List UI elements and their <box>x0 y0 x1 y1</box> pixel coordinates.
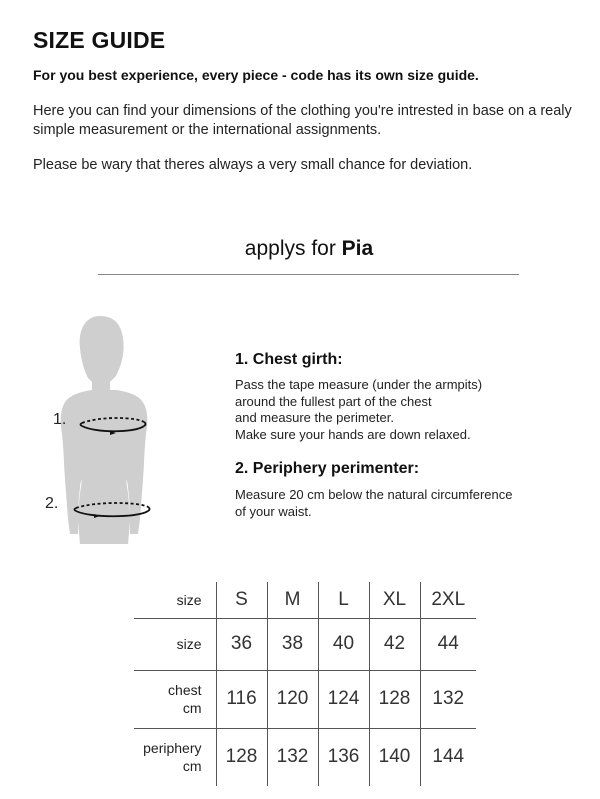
row-label <box>134 618 216 670</box>
table-cell: 116 <box>216 670 267 728</box>
size-header-cell: XL <box>369 582 420 618</box>
instruction-line: and measure the perimeter. <box>235 410 394 425</box>
table-cell: 132 <box>267 728 318 786</box>
table-cell: 36 <box>216 618 267 670</box>
table-cell: 128 <box>216 728 267 786</box>
chest-girth-instructions <box>235 377 565 443</box>
row-label-line: cm <box>182 758 202 775</box>
table-row <box>134 618 476 670</box>
instruction-line: Measure 20 cm below the natural circumference <box>235 487 513 502</box>
periphery-instructions <box>235 487 565 520</box>
size-header-cell: 2XL <box>420 582 476 618</box>
page-title: SIZE GUIDE <box>33 27 166 53</box>
table-row <box>134 670 476 728</box>
table-cell: 42 <box>369 618 420 670</box>
row-label <box>134 670 216 728</box>
intro-bold-text: For you best experience, every piece - code has its own size guide. <box>33 67 479 83</box>
table-header-row <box>134 582 476 618</box>
row-label-line: periphery <box>143 740 202 757</box>
table-cell: 136 <box>318 728 369 786</box>
product-name: Pia <box>341 237 374 260</box>
intro-paragraph-2: Please be wary that theres always a very small chance for deviation. <box>33 157 473 173</box>
row-label-line: chest <box>168 682 202 698</box>
instruction-line: around the fullest part of the chest <box>235 393 432 409</box>
applies-prefix: applys for <box>244 237 342 260</box>
row-label <box>134 728 216 786</box>
table-cell: 38 <box>267 618 318 670</box>
marker-hip-number: 2. <box>45 495 59 512</box>
table-cell: 132 <box>420 670 476 728</box>
periphery-title: 2. Periphery perimenter: <box>235 460 420 477</box>
instruction-line: Make sure your hands are down relaxed. <box>235 426 471 442</box>
table-cell: 128 <box>369 670 420 728</box>
body-silhouette-figure <box>40 312 170 552</box>
table-cell: 120 <box>267 670 318 728</box>
table-cell: 140 <box>369 728 420 786</box>
size-table <box>134 582 476 786</box>
instruction-line: Pass the tape measure (under the armpits) <box>235 377 483 392</box>
table-cell: 144 <box>420 728 476 786</box>
heading-divider <box>98 274 519 275</box>
chest-girth-title: 1. Chest girth: <box>235 351 343 368</box>
table-cell: 40 <box>318 618 369 670</box>
size-header-cell: S <box>216 582 267 618</box>
table-cell: 44 <box>420 618 476 670</box>
size-header-cell: L <box>318 582 369 618</box>
table-header-label: size <box>176 591 202 608</box>
table-row <box>134 728 476 786</box>
row-label-line: size <box>176 636 202 652</box>
size-header-cell: M <box>267 582 318 618</box>
body-silhouette-icon <box>40 312 170 552</box>
marker-chest-number: 1. <box>53 411 67 428</box>
applies-heading <box>0 237 600 261</box>
intro-paragraph-1: Here you can find your dimensions of the clothing you're intrested in base on a realy simple measurement or the international assignments. <box>33 103 572 138</box>
row-label-line: cm <box>182 700 202 716</box>
table-cell: 124 <box>318 670 369 728</box>
instruction-line: of your waist. <box>235 503 312 519</box>
